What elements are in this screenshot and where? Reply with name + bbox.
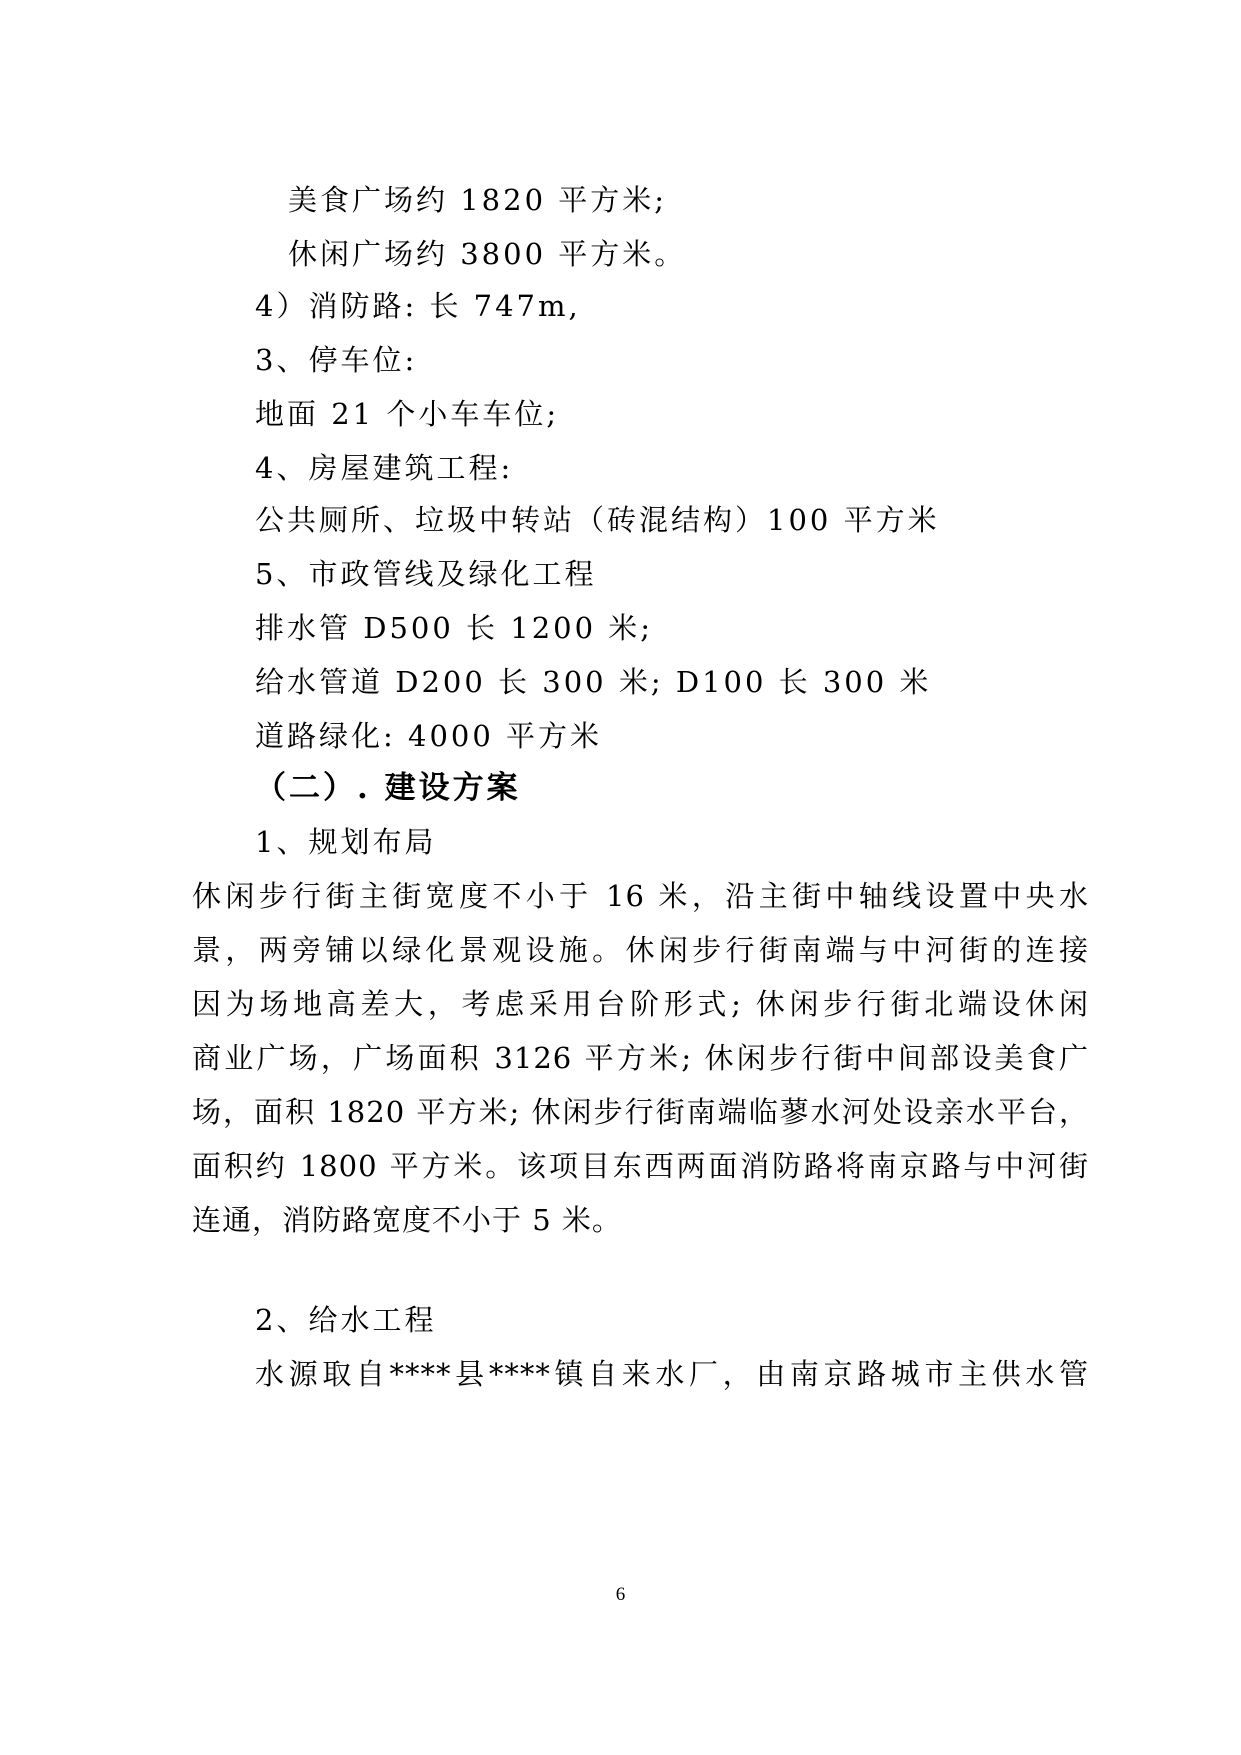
text-line-food-plaza: 美食广场约 1820 平方米;	[288, 183, 668, 217]
text-line-parking-spaces: 地面 21 个小车车位;	[255, 397, 560, 431]
text-line-drainage-pipe: 排水管 D500 长 1200 米;	[255, 611, 654, 645]
paragraph-line: 场，面积 1820 平方米; 休闲步行街南端临蓼水河处设亲水平台，	[192, 1095, 1089, 1129]
paragraph-line: 商业广场，广场面积 3126 平方米; 休闲步行街中间部设美食广	[192, 1041, 1089, 1075]
text-line-pipeline-heading: 5、市政管线及绿化工程	[255, 557, 597, 591]
text-line-parking-heading: 3、停车位:	[255, 343, 418, 377]
text-line-fire-road: 4）消防路: 长 747m,	[255, 289, 581, 323]
text-line-toilet-station: 公共厕所、垃圾中转站（砖混结构）100 平方米	[255, 503, 940, 537]
paragraph-line: 连通，消防路宽度不小于 5 米。	[192, 1203, 622, 1237]
paragraph-line: 休闲步行街主街宽度不小于 16 米，沿主街中轴线设置中央水	[192, 879, 1089, 913]
text-line-leisure-plaza: 休闲广场约 3800 平方米。	[288, 237, 687, 271]
paragraph-line: 景，两旁铺以绿化景观设施。休闲步行街南端与中河街的连接	[192, 933, 1089, 967]
paragraph-line: 水源取自****县****镇自来水厂，由南京路城市主供水管	[255, 1357, 1089, 1391]
text-line-road-greening: 道路绿化: 4000 平方米	[255, 719, 603, 753]
subsection-title-layout: 1、规划布局	[255, 825, 437, 859]
paragraph-line: 面积约 1800 平方米。该项目东西两面消防路将南京路与中河街	[192, 1149, 1089, 1183]
text-line-water-pipe: 给水管道 D200 长 300 米; D100 长 300 米	[255, 665, 932, 699]
paragraph-line: 因为场地高差大，考虑采用台阶形式; 休闲步行街北端设休闲	[192, 987, 1089, 1021]
text-line-building-heading: 4、房屋建筑工程:	[255, 451, 514, 485]
section-heading: （二）. 建设方案	[255, 770, 521, 806]
page-number: 6	[615, 1584, 626, 1605]
subsection-title-water-supply: 2、给水工程	[255, 1303, 437, 1337]
